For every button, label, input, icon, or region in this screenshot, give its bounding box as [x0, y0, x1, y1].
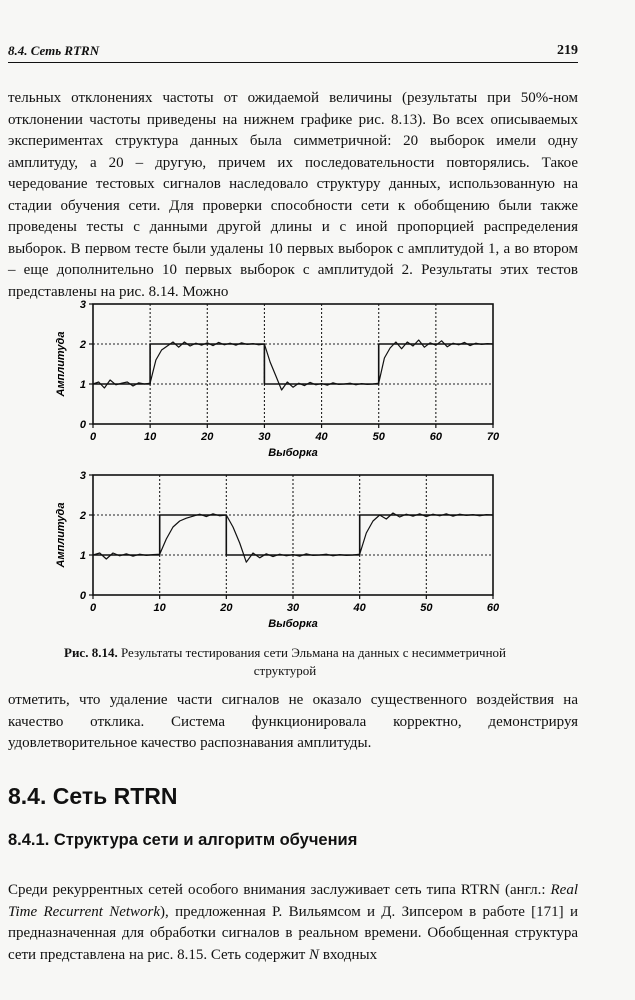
chart-bottom-ytick-label: 3 — [79, 470, 86, 482]
chart-bottom-xlabel: Выборка — [268, 618, 318, 630]
subsection-heading: 8.4.1. Структура сети и алгоритм обучения — [8, 831, 358, 849]
paragraph-bottom-italic2: N — [309, 946, 320, 963]
paragraph-top: тельных отклонениях частоты от ожидаемой величины (результаты при 50%-ном отклонении частоты приведены на нижнем графике рис. 8.13). Во всех описываемых экспериментах структура данных была симметричной: 20 выборок имели одну амплитуду, а 20 – другую, причем их последовательности повторялись. Такое чередование тестовых сигналов наследовало структуру данных, использованную на стадии обучения сети. Для проверки способности сети к обобщению были также проведены тесты с данными другой длины и с иной пропорцией распределения выборок. В первом тесте были удалены 10 первых выборок с амплитудой 1, а во втором – еще дополнительно 10 первых выборок с амплитудой 2. Результаты этих тестов представлены на рис. 8.14. Можно — [8, 90, 578, 300]
paragraph-bottom — [8, 880, 578, 966]
running-head — [8, 40, 578, 63]
paragraph-bottom-part1: Среди рекуррентных сетей особого внимания заслуживает сеть типа RTRN (англ.: — [8, 882, 551, 898]
chart-top-xtick-label: 0 — [89, 431, 97, 443]
chart-bottom-xtick-label: 10 — [153, 602, 166, 614]
chart-bottom-xtick-label: 40 — [353, 602, 366, 614]
chart-top-series-target — [93, 344, 493, 384]
chart-bottom-svg — [50, 467, 510, 637]
chart-top-xtick-label: 40 — [315, 431, 328, 443]
chart-top-xtick-label: 50 — [372, 431, 385, 443]
chart-top-xtick-label: 20 — [201, 431, 214, 443]
paragraph-bottom-italic: Real Time Recurrent Network — [8, 882, 578, 920]
chart-bottom-ytick-label: 1 — [79, 550, 86, 562]
chart-bottom-xtick-label: 20 — [220, 602, 233, 614]
chart-bottom-xtick-label: 30 — [286, 602, 300, 614]
paragraph-bottom-part3: входных — [319, 946, 378, 963]
figure-caption — [60, 644, 510, 680]
page-number: 219 — [557, 43, 578, 58]
chart-top-ytick-label: 2 — [79, 339, 86, 351]
chart-top-frame — [93, 304, 493, 424]
paragraph-after-figure: отметить, что удаление части сигналов не оказало существенного воздействия на качество отклика. Система функционировала корректно, демонстрируя удовлетворительное качество распознавания амплитуды. — [8, 692, 578, 751]
chart-top-xtick-label: 60 — [429, 431, 442, 443]
chart-top-ytick-label: 3 — [79, 299, 86, 311]
chart-bottom-xtick-label: 50 — [420, 602, 433, 614]
chart-bottom-xtick-label: 60 — [486, 602, 500, 614]
chart-top — [50, 296, 510, 466]
running-head-section: 8.4. Сеть RTRN — [8, 43, 100, 58]
chart-top-xtick-label: 70 — [486, 431, 500, 443]
chart-top-xtick-label: 30 — [258, 431, 271, 443]
chart-top-ylabel: Амплитуда — [55, 331, 67, 397]
chart-top-ytick-label: 1 — [79, 379, 86, 391]
chart-top-series-output — [93, 340, 493, 390]
chart-top-xtick-label: 10 — [144, 431, 157, 443]
figure-caption-text: Результаты тестирования сети Эльмана на данных с несимметричной структурой — [120, 645, 506, 678]
section-heading: 8.4. Сеть RTRN — [8, 783, 178, 809]
figure-caption-label: Рис. 8.14. — [64, 645, 118, 660]
chart-bottom — [50, 467, 510, 637]
chart-top-svg — [50, 296, 510, 466]
chart-top-xlabel: Выборка — [268, 447, 318, 459]
chart-bottom-ytick-label: 2 — [79, 510, 86, 522]
chart-bottom-xtick-label: 0 — [89, 602, 97, 614]
chart-top-ytick-label: 0 — [79, 419, 86, 431]
chart-bottom-ytick-label: 0 — [79, 590, 86, 602]
chart-bottom-ylabel: Амплитуда — [55, 502, 67, 568]
paragraph-bottom-part2: ), предложенная Р. Вильямсом и Д. Зипсером в работе [171] и предназначенная для обработки сигналов в реальном времени. Обобщенная структура сети представлена на рис. 8.15. Сеть содержит — [8, 903, 578, 963]
